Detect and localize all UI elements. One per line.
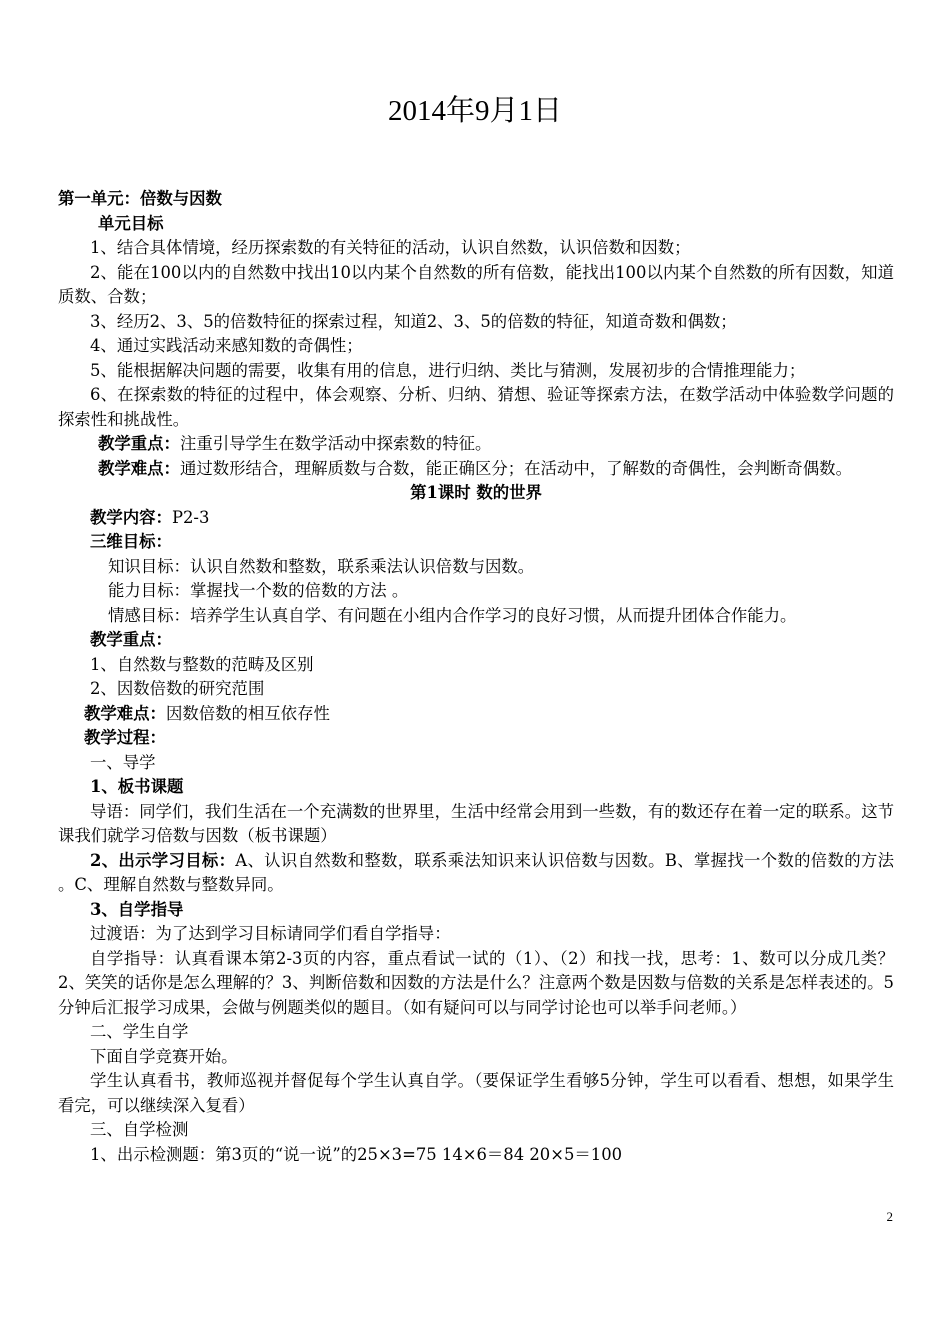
learning-goals-paragraph: [58, 849, 894, 898]
unit-goal-heading: 单元目标: [98, 213, 164, 233]
transition-text: 过渡语：为了达到学习目标请同学们看自学指导：: [90, 924, 451, 943]
emotion-goal: 情感目标：培养学生认真自学、有问题在小组内合作学习的良好习惯，从而提升团体合作能力。: [108, 605, 797, 625]
unit-difficulty: [58, 457, 894, 482]
difficulty-text: 因数倍数的相互依存性: [165, 703, 330, 723]
step2-label: 2、出示学习目标：: [90, 850, 236, 870]
step2-text: A、认识自然数和整数，联系乘法知识来认识倍数与因数。B、掌握找一个数的倍数的方法 。C、理解自然数与整数异同。: [58, 850, 894, 894]
page-number: 2: [886, 1209, 893, 1224]
goal-item: 2、能在100以内的自然数中找出10以内某个自然数的所有倍数，能找出100以内某个自然数的所有因数，知道质数、合数；: [58, 262, 894, 306]
unit-difficulty-text: 通过数形结合，理解质数与合数，能正确区分；在活动中，了解数的奇偶性，会判断奇偶数。: [179, 458, 852, 478]
goal-item: 6、在探索数的特征的过程中，体会观察、分析、归纳、猜想、验证等探索方法，在数学活动中体验数学问题的探索性和挑战性。: [58, 385, 894, 429]
step-heading: 3、自学指导: [90, 899, 184, 919]
goal-item: 4、通过实践活动来感知数的奇偶性；: [90, 336, 363, 355]
difficulty: [58, 702, 894, 727]
document-body: [58, 187, 894, 1167]
ability-goal: 能力目标：掌握找一个数的倍数的方法 。: [108, 581, 409, 600]
difficulty-label: 教学难点：: [84, 703, 166, 723]
intro-paragraph: 导语：同学们，我们生活在一个充满数的世界里，生活中经常会用到一些数，有的数还存在着一定的联系。这节课我们就学习倍数与因数（板书课题）: [58, 801, 894, 845]
section-heading: 三、自学检测: [90, 1120, 189, 1139]
section-heading: 一、导学: [90, 752, 156, 772]
start-text: 下面自学竞赛开始。: [90, 1046, 238, 1066]
lesson-content: [58, 506, 894, 531]
check-text: 1、出示检测题：第3页的“说一说”的25×3=75 14×6＝84 20×5＝100: [90, 1144, 623, 1164]
unit-key-point: [58, 432, 894, 457]
unit-key-text: 注重引导学生在数学活动中探索数的特征。: [179, 434, 492, 453]
unit-heading: 第一单元：倍数与因数: [58, 189, 222, 208]
unit-key-label: 教学重点：: [98, 434, 180, 453]
lesson-content-label: 教学内容：: [90, 507, 172, 527]
unit-difficulty-label: 教学难点：: [98, 458, 180, 478]
section-heading: 二、学生自学: [90, 1022, 189, 1041]
three-goals-label: 三维目标：: [90, 532, 172, 551]
lesson-title: 第1课时 数的世界: [410, 483, 542, 502]
key-point-item: 1、自然数与整数的范畴及区别: [90, 654, 314, 674]
self-study-paragraph: 学生认真看书，教师巡视并督促每个学生认真自学。（要保证学生看够5分钟，学生可以看看、想想，如果学生看完，可以继续深入复看）: [58, 1071, 894, 1115]
key-label: 教学重点：: [90, 630, 172, 649]
guide-paragraph: 自学指导：认真看课本第2-3页的内容，重点看试一试的（1）、（2）和找一找，思考：1、数可以分成几类？2、笑笑的话你是怎么理解的？3、判断倍数和因数的方法是什么？注意两个数是因数与倍数的关系是怎样表述的。5分钟后汇报学习成果，会做与例题类似的题目。（如有疑问可以与同学讨论也可以举手问老师。）: [58, 948, 894, 1017]
knowledge-goal: 知识目标：认识自然数和整数，联系乘法认识倍数与因数。: [108, 556, 535, 576]
process-label: 教学过程：: [84, 728, 166, 747]
key-point-item: 2、因数倍数的研究范围: [90, 679, 265, 698]
step-heading: 1、板书课题: [90, 777, 184, 796]
goal-item: 3、经历2、3、5的倍数特征的探索过程，知道2、3、5的倍数的特征，知道奇数和偶数；: [90, 311, 737, 331]
goal-item: 1、结合具体情境，经历探索数的有关特征的活动，认识自然数，认识倍数和因数；: [90, 238, 691, 257]
goal-item: 5、能根据解决问题的需要，收集有用的信息，进行归纳、类比与猜测，发展初步的合情推理能力；: [90, 360, 806, 380]
lesson-content-text: P2-3: [171, 507, 210, 527]
document-title: 2014年9月1日: [387, 95, 562, 127]
